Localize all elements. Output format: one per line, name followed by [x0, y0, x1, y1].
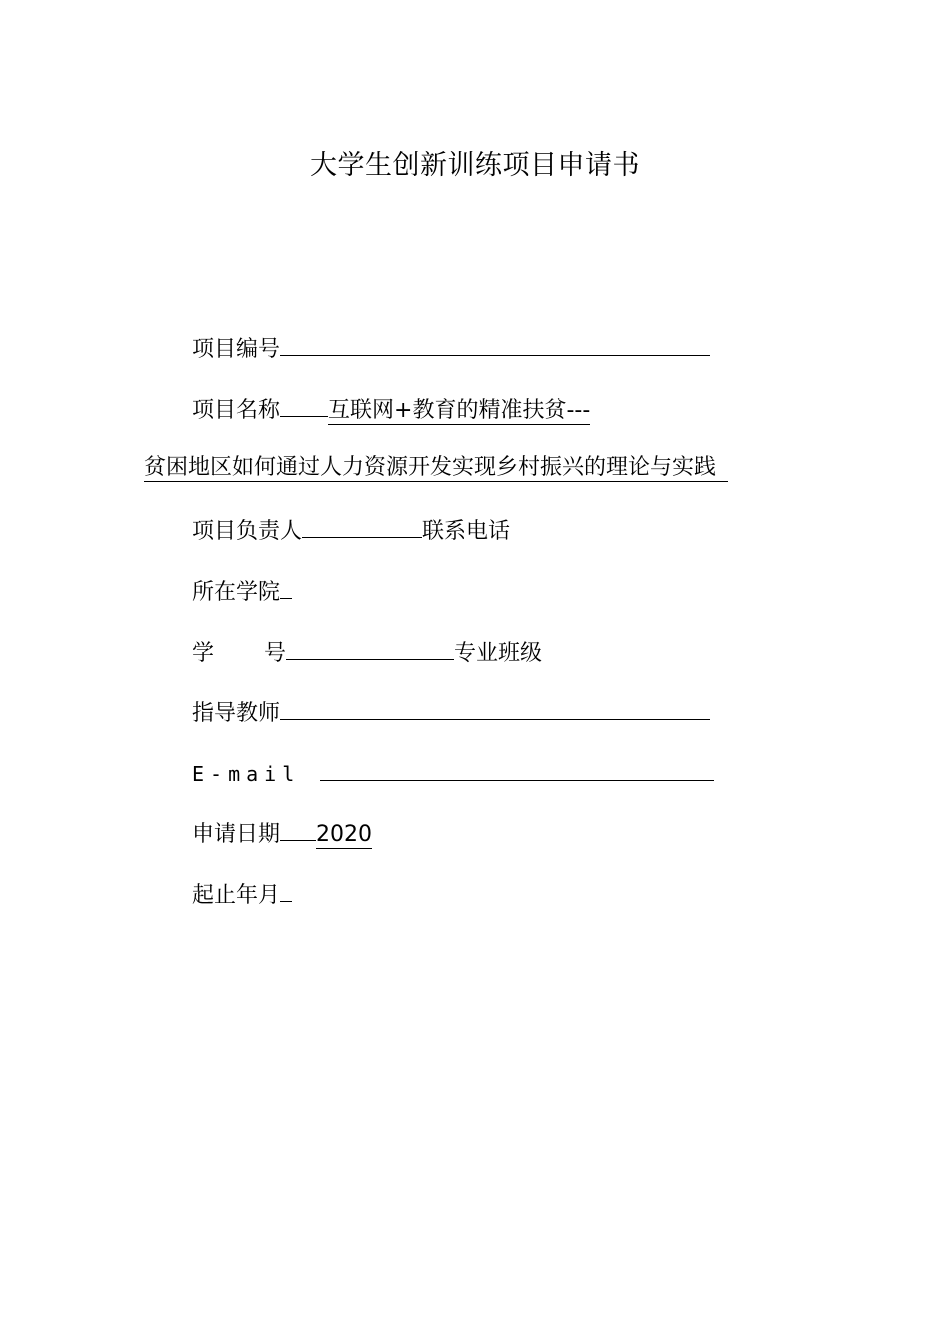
- email-blank: [320, 756, 714, 781]
- email-row: [192, 756, 714, 790]
- apply-date-value: 2020: [316, 822, 373, 847]
- phone-label: 联系电话: [422, 519, 511, 544]
- project-number-blank: [280, 331, 710, 356]
- project-name-row-2: [144, 453, 728, 483]
- document-title: 大学生创新训练项目申请书: [310, 150, 640, 181]
- advisor-row: [192, 695, 710, 729]
- apply-date-label: 申请日期: [192, 822, 281, 847]
- period-label: 起止年月: [192, 883, 281, 908]
- period-blank: [280, 877, 292, 902]
- advisor-blank: [280, 695, 710, 720]
- leader-blank: [302, 513, 422, 538]
- leader-row: [192, 513, 510, 547]
- student-id-label-char2: 号: [264, 641, 287, 666]
- apply-date-row: [192, 816, 372, 850]
- college-label: 所在学院: [192, 580, 281, 605]
- project-name-blank: [280, 392, 328, 417]
- student-id-blank: [286, 635, 454, 660]
- project-name-row: [192, 392, 590, 426]
- major-class-label: 专业班级: [454, 641, 543, 666]
- project-name-value-line2: 贫困地区如何通过人力资源开发实现乡村振兴的理论与实践: [144, 455, 728, 482]
- advisor-label: 指导教师: [192, 701, 281, 726]
- project-number-row: [192, 331, 710, 365]
- project-number-label: 项目编号: [192, 337, 281, 362]
- college-blank: [280, 574, 292, 599]
- student-id-row: [192, 635, 542, 669]
- email-label: E-mail: [192, 762, 301, 786]
- college-row: [192, 574, 292, 608]
- project-name-label: 项目名称: [192, 398, 281, 423]
- apply-date-blank: [280, 816, 316, 841]
- student-id-label-char1: 学: [192, 641, 215, 666]
- period-row: [192, 877, 292, 911]
- leader-label: 项目负责人: [192, 519, 303, 544]
- project-name-value-line1: 互联网+教育的精准扶贫---: [328, 398, 591, 423]
